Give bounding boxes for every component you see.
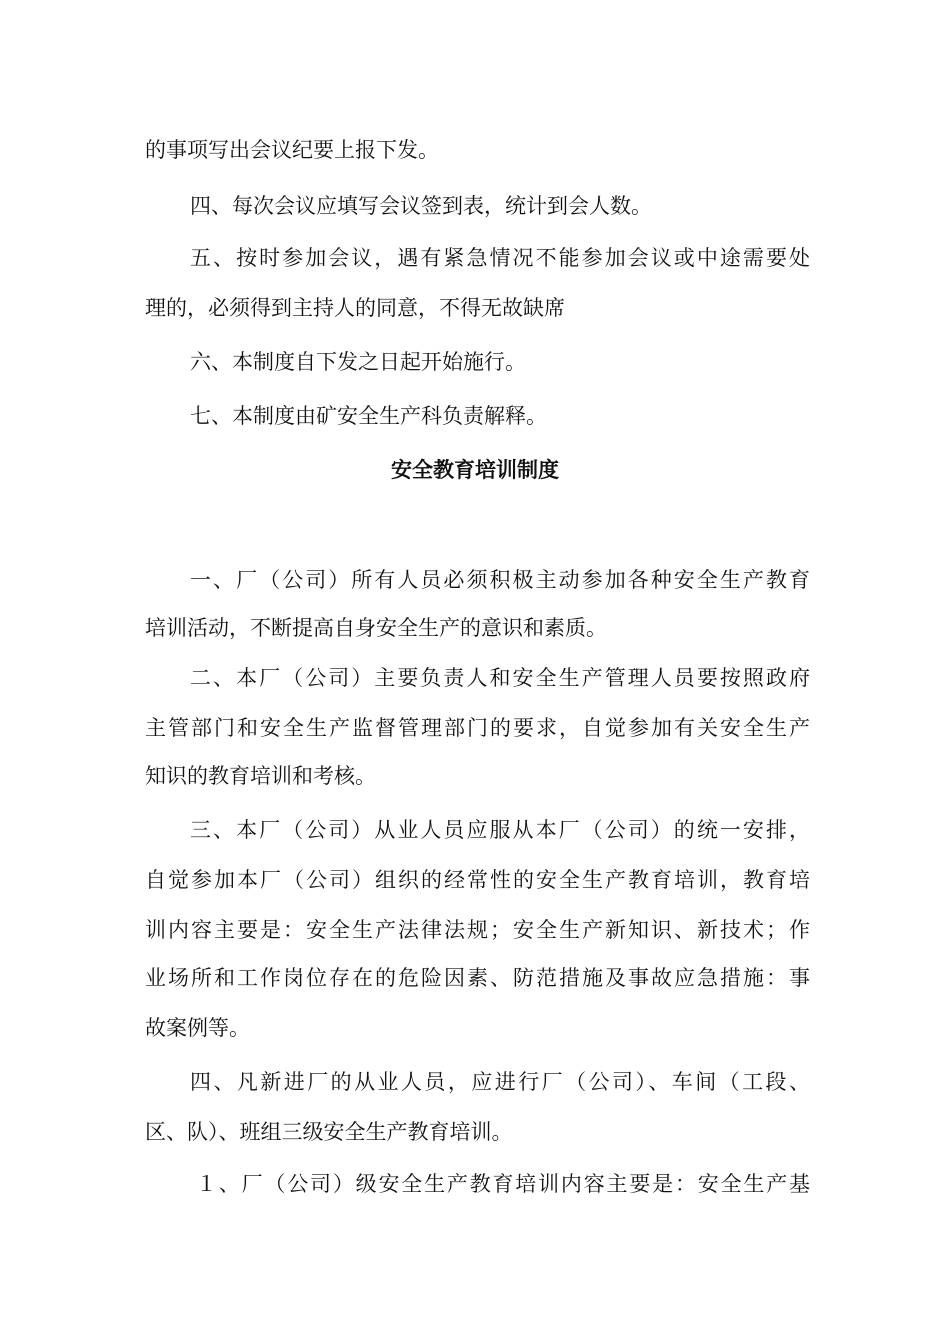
paragraph-item-1-line-2: 培训活动，不断提高自身安全生产的意识和素质。 [145, 616, 607, 640]
paragraph-item-1-line-1: 一、厂（公司）所有人员必须积极主动参加各种安全生产教育 [190, 568, 810, 592]
paragraph-item-2-line-2: 主管部门和安全生产监督管理部门的要求，自觉参加有关安全生产 [145, 716, 810, 740]
paragraph-item-3-line-3: 训内容主要是：安全生产法律法规；安全生产新知识、新技术；作 [145, 918, 810, 942]
paragraph-item-4-sub-1-line-1: １、厂（公司）级安全生产教育培训内容主要是：安全生产基 [196, 1172, 810, 1196]
paragraph-item-5-line-1: 五、按时参加会议，遇有紧急情况不能参加会议或中途需要处 [190, 246, 810, 270]
paragraph-item-4: 四、每次会议应填写会议签到表，统计到会人数。 [190, 194, 652, 218]
paragraph-item-4-line-2: 区、队）、班组三级安全生产教育培训。 [145, 1120, 513, 1144]
paragraph-item-3-line-5: 故案例等。 [145, 1016, 250, 1040]
paragraph-item-5-line-2: 理的，必须得到主持人的同意，不得无故缺席 [145, 296, 565, 320]
paragraph-line: 的事项写出会议纪要上报下发。 [145, 138, 439, 162]
paragraph-item-3-line-2: 自觉参加本厂（公司）组织的经常性的安全生产教育培训，教育培 [145, 868, 810, 892]
paragraph-item-4-line-1: 四、凡新进厂的从业人员，应进行厂（公司）、车间（工段、 [190, 1070, 810, 1094]
paragraph-item-2-line-1: 二、本厂（公司）主要负责人和安全生产管理人员要按照政府 [190, 666, 810, 690]
paragraph-item-7: 七、本制度由矿安全生产科负责解释。 [190, 404, 547, 428]
paragraph-item-3-line-4: 业场所和工作岗位存在的危险因素、防范措施及事故应急措施：事 [145, 966, 810, 990]
section-title: 安全教育培训制度 [391, 457, 559, 482]
paragraph-item-3-line-1: 三、本厂（公司）从业人员应服从本厂（公司）的统一安排， [190, 818, 810, 842]
paragraph-item-6: 六、本制度自下发之日起开始施行。 [190, 350, 526, 374]
paragraph-item-2-line-3: 知识的教育培训和考核。 [145, 764, 376, 788]
